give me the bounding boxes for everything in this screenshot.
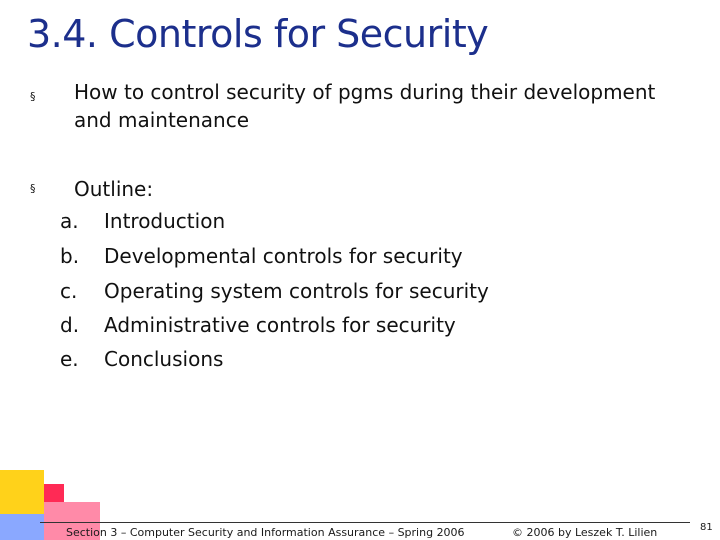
bullet-text-2: Outline: — [74, 177, 154, 201]
bullet-text-1-line1: How to control security of pgms during their development — [74, 80, 656, 104]
bullet-marker: § — [30, 182, 36, 195]
decorative-yellow-square — [0, 470, 44, 514]
outline-text: Conclusions — [104, 347, 224, 371]
bullet-text-1-line2: and maintenance — [74, 108, 250, 132]
slide-title: 3.4. Controls for Security — [27, 12, 489, 56]
outline-letter: a. — [60, 209, 79, 233]
footer-course: Section 3 – Computer Security and Information Assurance – Spring 2006 — [66, 526, 465, 539]
page-number: 81 — [700, 522, 713, 533]
footer-divider — [40, 522, 690, 523]
outline-text: Operating system controls for security — [104, 279, 489, 303]
outline-letter: d. — [60, 313, 80, 337]
footer-copyright: © 2006 by Leszek T. Lilien — [512, 526, 658, 539]
outline-text: Introduction — [104, 209, 226, 233]
outline-text: Developmental controls for security — [104, 244, 463, 268]
decorative-red-square — [44, 484, 64, 502]
outline-letter: c. — [60, 279, 78, 303]
outline-text: Administrative controls for security — [104, 313, 456, 337]
bullet-marker: § — [30, 90, 36, 103]
outline-letter: b. — [60, 244, 80, 268]
outline-letter: e. — [60, 347, 79, 371]
